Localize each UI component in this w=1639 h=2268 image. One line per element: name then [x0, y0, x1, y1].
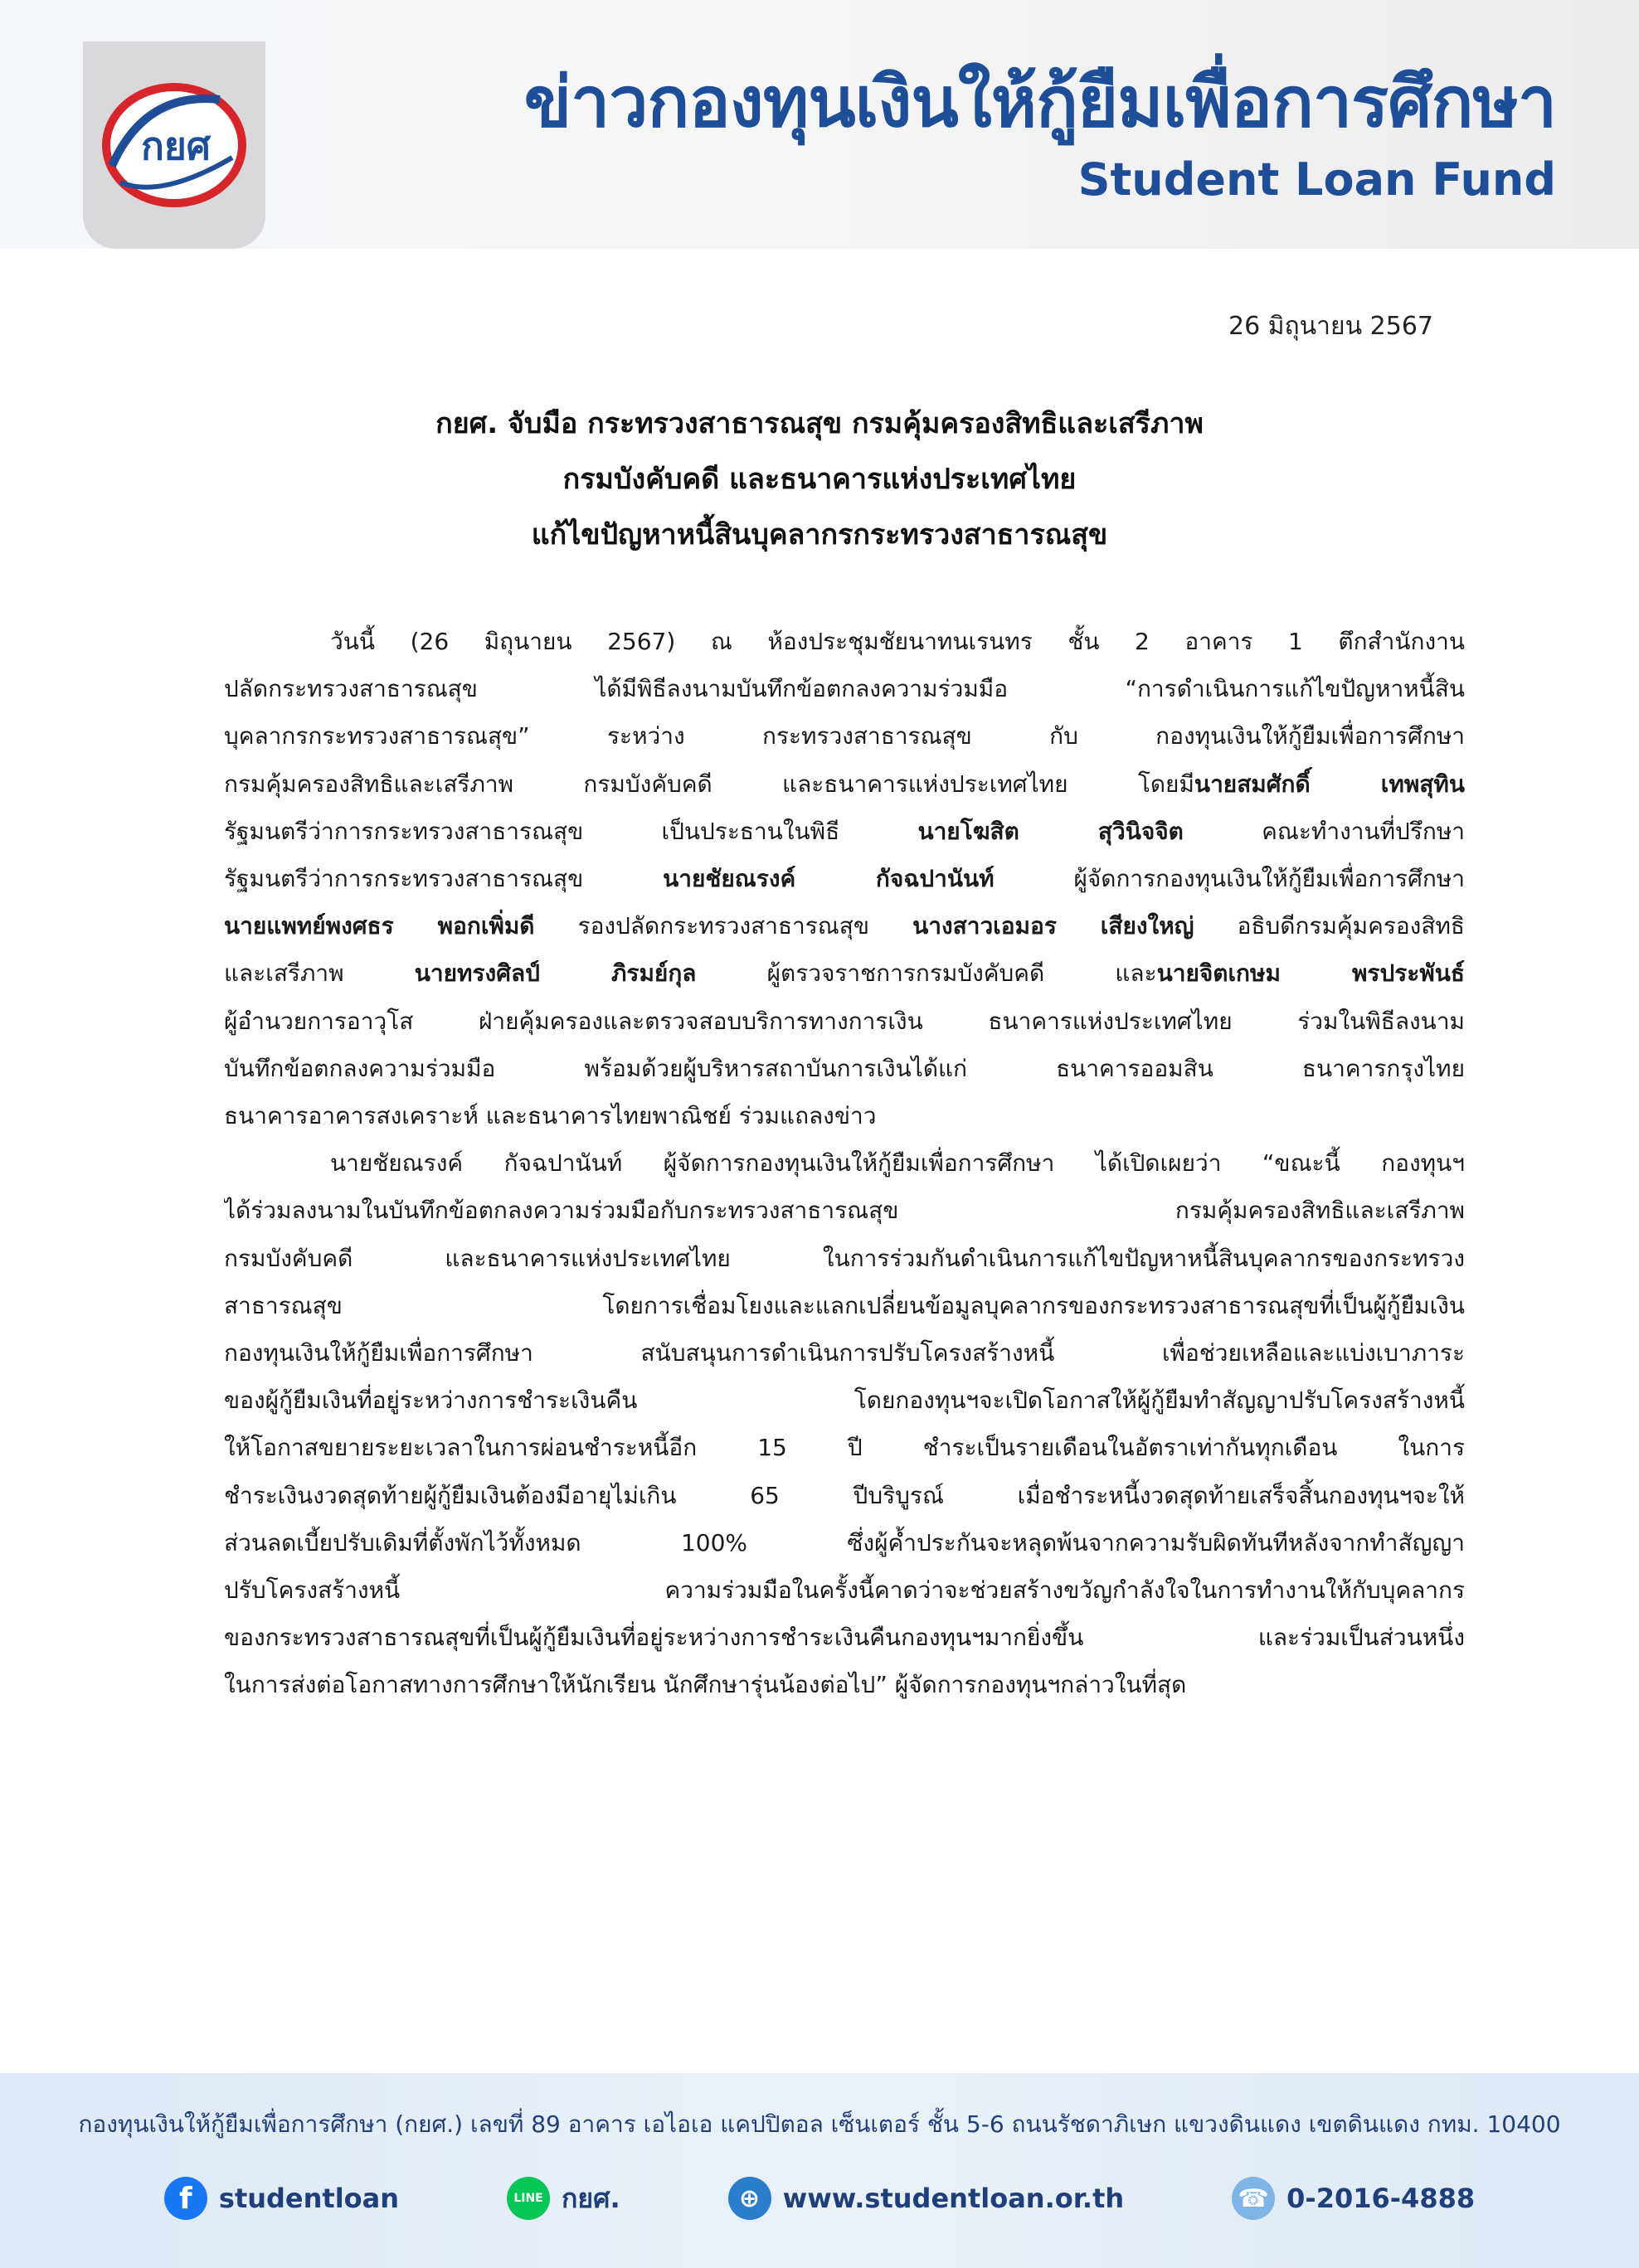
kyos-logo: [95, 66, 253, 224]
body-text: อธิบดีกรมคุ้มครองสิทธิ: [1194, 912, 1465, 940]
person-name: นายสมศักดิ์ เทพสุทิน: [1194, 770, 1465, 798]
body-line: ปลัดกระทรวงสาธารณสุข ได้มีพิธีลงนามบันทึกข้อตกลงความร่วมมือ “การดำเนินการแก้ไขปัญหาหนี้สิน: [224, 675, 1465, 703]
headline-line: กยศ. จับมือ กระทรวงสาธารณสุข กรมคุ้มครองสิทธิและเสรีภาพ: [435, 407, 1204, 440]
body-line: ส่วนลดเบี้ยปรับเดิมที่ตั้งพักไว้ทั้งหมด 100% ซึ่งผู้ค้ำประกันจะหลุดพ้นจากความรับผิดทันทีหลังจากทำสัญญา: [224, 1528, 1465, 1557]
line-icon: LINE: [507, 2177, 550, 2220]
headline: [0, 396, 1639, 563]
facebook-label: studentloan: [218, 2183, 400, 2214]
logo-text: กยศ: [140, 124, 212, 168]
contact-bar: [0, 2177, 1639, 2220]
headline-line: กรมบังคับคดี และธนาคารแห่งประเทศไทย: [562, 463, 1077, 496]
body-line: กรมบังคับคดี และธนาคารแห่งประเทศไทย ในการร่วมกันดำเนินการแก้ไขปัญหาหนี้สินบุคลากรของกระทรวง: [224, 1244, 1465, 1272]
body-line: ได้ร่วมลงนามในบันทึกข้อตกลงความร่วมมือกับกระทรวงสาธารณสุข กรมคุ้มครองสิทธิและเสรีภาพ: [224, 1197, 1465, 1225]
article-body: [224, 618, 1465, 1709]
header-title: ข่าวกองทุนเงินให้กู้ยืมเพื่อการศึกษา: [523, 61, 1556, 143]
line-label: กยศ.: [562, 2182, 620, 2214]
person-name: นางสาวเอมอร เสียงใหญ่: [912, 912, 1194, 940]
globe-icon: ⊕: [728, 2177, 771, 2220]
body-line: ในการส่งต่อโอกาสทางการศึกษาให้นักเรียน นักศึกษารุ่นน้องต่อไป” ผู้จัดการกองทุนฯกล่าวในที่สุด: [224, 1671, 1187, 1699]
body-text: ผู้ตรวจราชการกรมบังคับคดี และ: [696, 959, 1157, 988]
person-name: นายทรงศิลป์ ภิรมย์กุล: [414, 959, 697, 988]
body-line: ของผู้กู้ยืมเงินที่อยู่ระหว่างการชำระเงินคืน โดยกองทุนฯจะเปิดโอกาสให้ผู้กู้ยืมทำสัญญาปรับโครงสร้างหนี้: [224, 1387, 1465, 1415]
facebook-icon: f: [164, 2177, 207, 2220]
body-text: ผู้จัดการกองทุนเงินให้กู้ยืมเพื่อการศึกษา: [994, 865, 1465, 893]
body-line: ชำระเงินงวดสุดท้ายผู้กู้ยืมเงินต้องมีอายุไม่เกิน 65 ปีบริบูรณ์ เมื่อชำระหนี้งวดสุดท้ายเสร็จสิ้นกองทุนฯจะให้: [224, 1481, 1465, 1509]
person-name: นายโฆสิต สุวินิจจิต: [917, 817, 1184, 845]
release-date: 26 มิถุนายน 2567: [1228, 312, 1433, 341]
line-contact[interactable]: [507, 2177, 620, 2220]
body-line: [224, 902, 1465, 949]
website-contact[interactable]: [728, 2177, 1125, 2220]
person-name: นายแพทย์พงศธร พอกเพิ่มดี: [224, 912, 535, 940]
footer-address: กองทุนเงินให้กู้ยืมเพื่อการศึกษา (กยศ.) เลขที่ 89 อาคาร เอไอเอ แคปปิตอล เซ็นเตอร์ ชั้น 5-6 ถนนรัชดาภิเษก แขวงดินแดง เขตดินแดง กทม. 10400: [78, 2110, 1561, 2138]
person-name: นายจิตเกษม พรประพันธ์: [1156, 959, 1465, 988]
phone-icon: ☎: [1232, 2177, 1275, 2220]
body-line: กองทุนเงินให้กู้ยืมเพื่อการศึกษา สนับสนุนการดำเนินการปรับโครงสร้างหนี้ เพื่อช่วยเหลือและแบ่งเบาภาระ: [224, 1339, 1465, 1367]
body-line: [224, 949, 1465, 997]
person-name: นายชัยณรงค์ กัจฉปานันท์: [663, 865, 995, 893]
body-line: [224, 855, 1465, 902]
body-line: ปรับโครงสร้างหนี้ ความร่วมมือในครั้งนี้คาดว่าจะช่วยสร้างขวัญกำลังใจในการทำงานให้กับบุคลากร: [224, 1576, 1465, 1605]
body-text: รัฐมนตรีว่าการกระทรวงสาธารณสุข: [224, 865, 664, 893]
headline-line: แก้ไขปัญหาหนี้สินบุคลากรกระทรวงสาธารณสุข: [531, 518, 1108, 551]
facebook-contact[interactable]: [164, 2177, 399, 2220]
body-line: [224, 760, 1465, 808]
phone-label: 0-2016-4888: [1286, 2183, 1476, 2214]
body-line: ให้โอกาสขยายระยะเวลาในการผ่อนชำระหนี้อีก 15 ปี ชำระเป็นรายเดือนในอัตราเท่ากันทุกเดือน ในการ: [224, 1434, 1465, 1462]
body-line: สาธารณสุข โดยการเชื่อมโยงและแลกเปลี่ยนข้อมูลบุคลากรของกระทรวงสาธารณสุขที่เป็นผู้กู้ยืมเงิน: [224, 1291, 1465, 1319]
website-label: www.studentloan.or.th: [782, 2183, 1125, 2214]
body-line: [224, 808, 1465, 855]
body-line: บุคลากรกระทรวงสาธารณสุข” ระหว่าง กระทรวงสาธารณสุข กับ กองทุนเงินให้กู้ยืมเพื่อการศึกษา: [224, 722, 1465, 750]
body-text: คณะทำงานที่ปรึกษา: [1183, 817, 1465, 845]
footer: [0, 2073, 1639, 2268]
body-text: รัฐมนตรีว่าการกระทรวงสาธารณสุข เป็นประธานในพิธี: [224, 817, 918, 845]
body-text: รองปลัดกระทรวงสาธารณสุข: [534, 912, 913, 940]
body-line: ผู้อำนวยการอาวุโส ฝ่ายคุ้มครองและตรวจสอบบริการทางการเงิน ธนาคารแห่งประเทศไทย ร่วมในพิธีลงนาม: [224, 1007, 1465, 1035]
body-line: ของกระทรวงสาธารณสุขที่เป็นผู้กู้ยืมเงินที่อยู่ระหว่างการชำระเงินคืนกองทุนฯมากยิ่งขึ้น และร่วมเป็นส่วนหนึ่ง: [224, 1624, 1465, 1652]
logo-badge: [83, 41, 265, 249]
phone-contact[interactable]: [1232, 2177, 1475, 2220]
header-subtitle: Student Loan Fund: [1077, 153, 1556, 206]
letterhead: [0, 0, 1639, 249]
body-line: ธนาคารอาคารสงเคราะห์ และธนาคารไทยพาณิชย์ ร่วมแถลงข่าว: [224, 1102, 877, 1130]
body-line: บันทึกข้อตกลงความร่วมมือ พร้อมด้วยผู้บริหารสถาบันการเงินได้แก่ ธนาคารออมสิน ธนาคารกรุงไทย: [224, 1054, 1465, 1082]
body-line: นายชัยณรงค์ กัจฉปานันท์ ผู้จัดการกองทุนเงินให้กู้ยืมเพื่อการศึกษา ได้เปิดเผยว่า “ขณะนี้ กองทุนฯ: [330, 1149, 1465, 1178]
body-text: กรมคุ้มครองสิทธิและเสรีภาพ กรมบังคับคดี และธนาคารแห่งประเทศไทย โดยมี: [224, 770, 1194, 798]
body-text: และเสรีภาพ: [224, 959, 415, 988]
body-line: วันนี้ (26 มิถุนายน 2567) ณ ห้องประชุมชัยนาทนเรนทร ชั้น 2 อาคาร 1 ตึกสำนักงาน: [330, 628, 1465, 655]
